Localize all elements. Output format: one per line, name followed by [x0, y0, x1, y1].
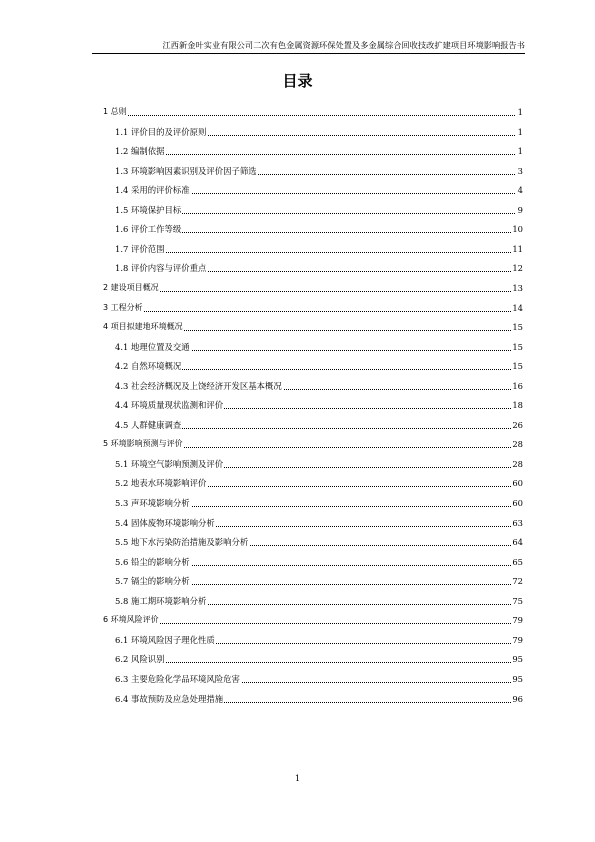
toc-entry-page-number: 10: [512, 224, 523, 235]
toc-section-entry[interactable]: [0, 634, 595, 647]
toc-entry-label: 4.3 社会经济概况及上饶经济开发区基本概况: [115, 380, 282, 391]
toc-entry-label: 3 工程分析: [103, 302, 143, 312]
toc-entry-page-number: 96: [512, 693, 523, 704]
toc-entry-label: 6.4 事故预防及应急处理措施: [115, 693, 224, 704]
toc-entry-label: 1.3 环境影响因素识别及评价因子筛选: [115, 165, 257, 176]
toc-section-entry[interactable]: [0, 380, 595, 393]
toc-entry-label: 6 环境风险评价: [103, 615, 159, 625]
toc-entry-label: 4 项目拟建地环境概况: [103, 322, 183, 332]
toc-entry-label: 1.7 评价范围: [115, 243, 165, 254]
toc-section-entry[interactable]: [0, 673, 595, 686]
toc-section-entry[interactable]: [0, 360, 595, 373]
toc-entry-page-number: 4: [517, 185, 523, 196]
toc-section-entry[interactable]: [0, 458, 595, 471]
toc-entry-label: 6.1 环境风险因子理化性质: [115, 634, 215, 645]
toc-chapter-entry[interactable]: [0, 106, 595, 119]
toc-section-entry[interactable]: [0, 653, 595, 666]
toc-entry-page-number: 79: [512, 615, 523, 626]
toc-entry-label: 5.8 施工期环境影响分析: [115, 595, 207, 606]
toc-section-entry[interactable]: [0, 262, 595, 275]
toc-section-entry[interactable]: [0, 575, 595, 588]
toc-dot-leader: [104, 291, 515, 292]
toc-section-entry[interactable]: [0, 497, 595, 510]
toc-entry-label: 6.3 主要危险化学品环境风险危害: [115, 673, 240, 684]
toc-chapter-entry[interactable]: [0, 282, 595, 295]
toc-entry-page-number: 1: [517, 107, 523, 117]
toc-entry-page-number: 1: [517, 126, 523, 137]
toc-entry-page-number: 63: [512, 517, 523, 528]
toc-title: 目录: [282, 72, 313, 90]
toc-entry-page-number: 64: [512, 537, 523, 548]
toc-chapter-entry[interactable]: [0, 438, 595, 451]
footer-page-number: 1: [294, 773, 301, 783]
toc-entry-page-number: 9: [517, 204, 523, 215]
toc-entry-page-number: 60: [512, 498, 523, 508]
toc-section-entry[interactable]: [0, 126, 595, 139]
toc-entry-label: 5.6 铅尘的影响分析: [115, 556, 190, 567]
toc-entry-page-number: 79: [512, 634, 523, 645]
toc-section-entry[interactable]: [0, 477, 595, 490]
toc-entry-page-number: 15: [512, 322, 523, 333]
toc-chapter-entry[interactable]: [0, 321, 595, 334]
toc-entry-label: 1.4 采用的评价标准: [115, 185, 190, 196]
toc-section-entry[interactable]: [0, 223, 595, 236]
toc-entry-label: 4.1 地理位置及交通: [115, 341, 190, 352]
toc-entry-page-number: 15: [512, 361, 523, 372]
toc-section-entry[interactable]: [0, 517, 595, 530]
toc-entry-label: 5 环境影响预测与评价: [103, 439, 183, 449]
toc-dot-leader: [116, 154, 515, 155]
toc-entry-page-number: 1: [517, 146, 523, 157]
page-header: 江西新金叶实业有限公司二次有色金属资源环保处置及多金属综合回收技改扩建项目环境影响报告书: [162, 40, 525, 50]
toc-section-entry[interactable]: [0, 595, 595, 608]
toc-section-entry[interactable]: [0, 184, 595, 197]
toc-entry-label: 1.5 环境保护目标: [115, 204, 182, 215]
toc-entry-label: 1.6 评价工作等级: [115, 224, 182, 235]
toc-section-entry[interactable]: [0, 165, 595, 178]
toc-entry-page-number: 15: [512, 341, 523, 352]
toc-entry-page-number: 18: [512, 400, 523, 411]
toc-entry-label: 1.2 编制依据: [115, 146, 165, 157]
toc-entry-page-number: 14: [512, 302, 523, 313]
toc-entry-label: 5.3 声环境影响分析: [115, 498, 190, 508]
toc-entry-label: 2 建设项目概况: [103, 282, 159, 292]
toc-entry-label: 5.1 环境空气影响预测及评价: [115, 458, 224, 469]
toc-dot-leader: [116, 252, 515, 253]
toc-entry-page-number: 26: [512, 419, 523, 430]
toc-section-entry[interactable]: [0, 693, 595, 706]
toc-entry-label: 1 总则: [103, 107, 127, 116]
toc-entry-label: 6.2 风险识别: [115, 654, 165, 665]
toc-dot-leader: [104, 115, 515, 116]
toc-section-entry[interactable]: [0, 399, 595, 412]
toc-entry-label: 1.1 评价目的及评价原则: [115, 126, 207, 137]
toc-section-entry[interactable]: [0, 243, 595, 256]
toc-entry-page-number: 60: [512, 478, 523, 489]
toc-entry-page-number: 28: [512, 458, 523, 469]
toc-section-entry[interactable]: [0, 204, 595, 217]
toc-entry-page-number: 12: [512, 263, 523, 274]
header-rule: [92, 53, 525, 54]
toc-section-entry[interactable]: [0, 536, 595, 549]
toc-entry-page-number: 28: [512, 439, 523, 450]
toc-entry-page-number: 16: [512, 380, 523, 391]
toc-entry-page-number: 72: [512, 576, 523, 587]
toc-chapter-entry[interactable]: [0, 614, 595, 627]
toc-entry-page-number: 75: [512, 595, 523, 606]
toc-entry-label: 1.8 评价内容与评价重点: [115, 263, 207, 274]
toc-section-entry[interactable]: [0, 419, 595, 432]
toc-entry-page-number: 95: [512, 673, 523, 684]
toc-entry-label: 4.4 环境质量现状监测和评价: [115, 400, 224, 411]
toc-entry-page-number: 3: [517, 165, 523, 176]
toc-section-entry[interactable]: [0, 145, 595, 158]
toc-dot-leader: [104, 311, 515, 312]
toc-section-entry[interactable]: [0, 341, 595, 354]
toc-entry-label: 4.5 人群健康调查: [115, 419, 182, 430]
toc-section-entry[interactable]: [0, 556, 595, 569]
toc-entry-page-number: 13: [512, 282, 523, 293]
toc-entry-label: 4.2 自然环境概况: [115, 361, 182, 372]
toc-entry-label: 5.2 地表水环境影响评价: [115, 478, 207, 489]
toc-entry-page-number: 95: [512, 654, 523, 665]
toc-dot-leader: [116, 662, 515, 663]
toc-entry-label: 5.5 地下水污染防治措施及影响分析: [115, 537, 249, 548]
toc-dot-leader: [104, 623, 515, 624]
toc-entry-page-number: 65: [512, 556, 523, 567]
toc-chapter-entry[interactable]: [0, 302, 595, 315]
toc-entry-label: 5.7 镉尘的影响分析: [115, 576, 190, 587]
toc-entry-page-number: 11: [512, 243, 523, 254]
toc-entry-label: 5.4 固体废物环境影响分析: [115, 517, 215, 528]
